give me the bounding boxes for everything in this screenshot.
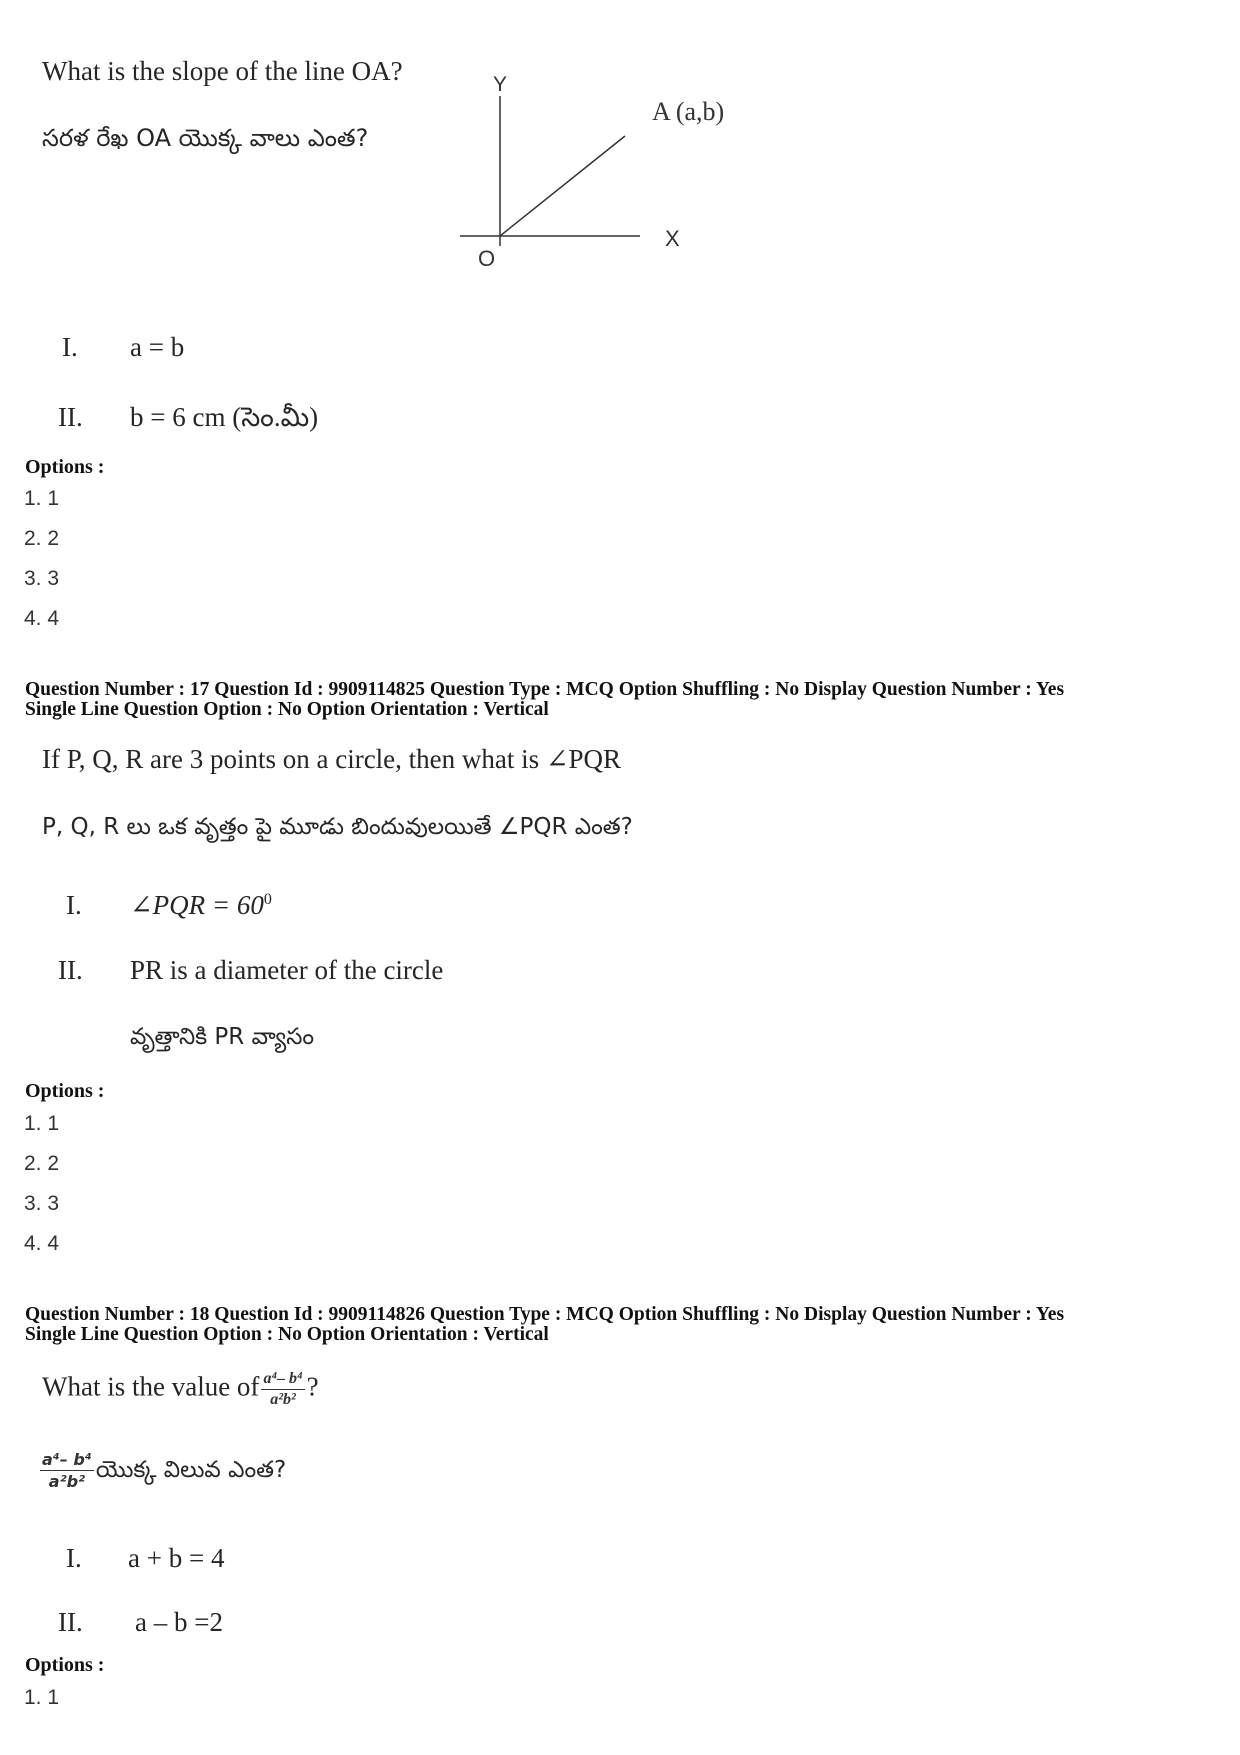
- option-1[interactable]: 1. 1: [24, 1112, 60, 1135]
- fraction: [261, 1370, 304, 1409]
- question-text-en-lead: What is the value of: [42, 1371, 260, 1402]
- option-4[interactable]: 4. 4: [24, 607, 60, 630]
- origin-label: O: [478, 246, 496, 271]
- fraction-denominator: a²b²: [270, 1391, 296, 1408]
- statement-2-number: II.: [58, 1607, 83, 1637]
- question-text-te: P, Q, R లు ఒక వృత్తం పై మూడు బిందువులయితే ∠PQR ఎంత?: [42, 814, 633, 840]
- question-meta-line2: Single Line Question Option : No Option Orientation : Vertical: [25, 699, 549, 720]
- options-heading: Options :: [25, 1080, 105, 1102]
- option-2[interactable]: 2. 2: [24, 1152, 60, 1175]
- statement-2-text: b = 6 cm (సెం.మీ): [130, 402, 319, 432]
- fraction-numerator: a⁴– b⁴: [261, 1370, 304, 1390]
- angle-expression: ∠PQR = 60: [130, 890, 264, 920]
- statement-2-text-te: వృత్తానికి PR వ్యాసం: [130, 1024, 315, 1050]
- options-heading: Options :: [25, 456, 105, 478]
- question-text-te-tail: యొక్క విలువ ఎంత?: [95, 1457, 287, 1483]
- option-4[interactable]: 4. 4: [24, 1232, 60, 1255]
- x-axis-label: X: [665, 226, 680, 251]
- question-meta-line1: Question Number : 17 Question Id : 9909114825 Question Type : MCQ Option Shuffling : No Display Question Number : Yes: [25, 679, 1065, 700]
- fraction: [40, 1450, 94, 1491]
- point-a-label: A (a,b): [652, 97, 725, 126]
- question-meta-line2: Single Line Question Option : No Option Orientation : Vertical: [25, 1324, 549, 1345]
- statement-1-text: a + b = 4: [128, 1543, 225, 1573]
- statement-2-text: a – b =2: [135, 1607, 223, 1637]
- statement-1-number: I.: [66, 1543, 82, 1573]
- option-3[interactable]: 3. 3: [24, 567, 60, 590]
- question-text-te: సరళ రేఖ OA యొక్క వాలు ఎంత?: [42, 124, 369, 152]
- question-text-en: If P, Q, R are 3 points on a circle, then what is ∠PQR: [42, 744, 622, 774]
- statement-2-number: II.: [58, 402, 83, 432]
- statement-2-text: PR is a diameter of the circle: [130, 955, 444, 985]
- statement-2-number: II.: [58, 955, 83, 985]
- fraction-numerator: a⁴– b⁴: [42, 1450, 92, 1469]
- fraction-denominator: a²b²: [48, 1472, 86, 1491]
- degree-superscript: 0: [263, 891, 272, 908]
- option-1[interactable]: 1. 1: [24, 487, 60, 510]
- question-text-te: [38, 1450, 286, 1491]
- statement-1-text: [130, 890, 272, 921]
- question-meta-line1: Question Number : 18 Question Id : 9909114826 Question Type : MCQ Option Shuffling : No Display Question Number : Yes: [25, 1304, 1065, 1325]
- options-heading: Options :: [25, 1654, 105, 1676]
- option-2[interactable]: 2. 2: [24, 527, 60, 550]
- y-axis-label: Y: [493, 73, 508, 96]
- question-text-en: [42, 1370, 319, 1409]
- option-1[interactable]: 1. 1: [24, 1686, 60, 1709]
- question-text-en: What is the slope of the line OA?: [42, 56, 403, 86]
- statement-1-number: I.: [62, 332, 78, 362]
- slope-diagram: [430, 66, 760, 286]
- option-3[interactable]: 3. 3: [24, 1192, 60, 1215]
- question-mark: ?: [306, 1371, 319, 1402]
- statement-1-number: I.: [66, 890, 82, 920]
- statement-1-text: a = b: [130, 332, 185, 362]
- slope-diagram-svg: [430, 66, 760, 286]
- line-oa: [500, 136, 625, 236]
